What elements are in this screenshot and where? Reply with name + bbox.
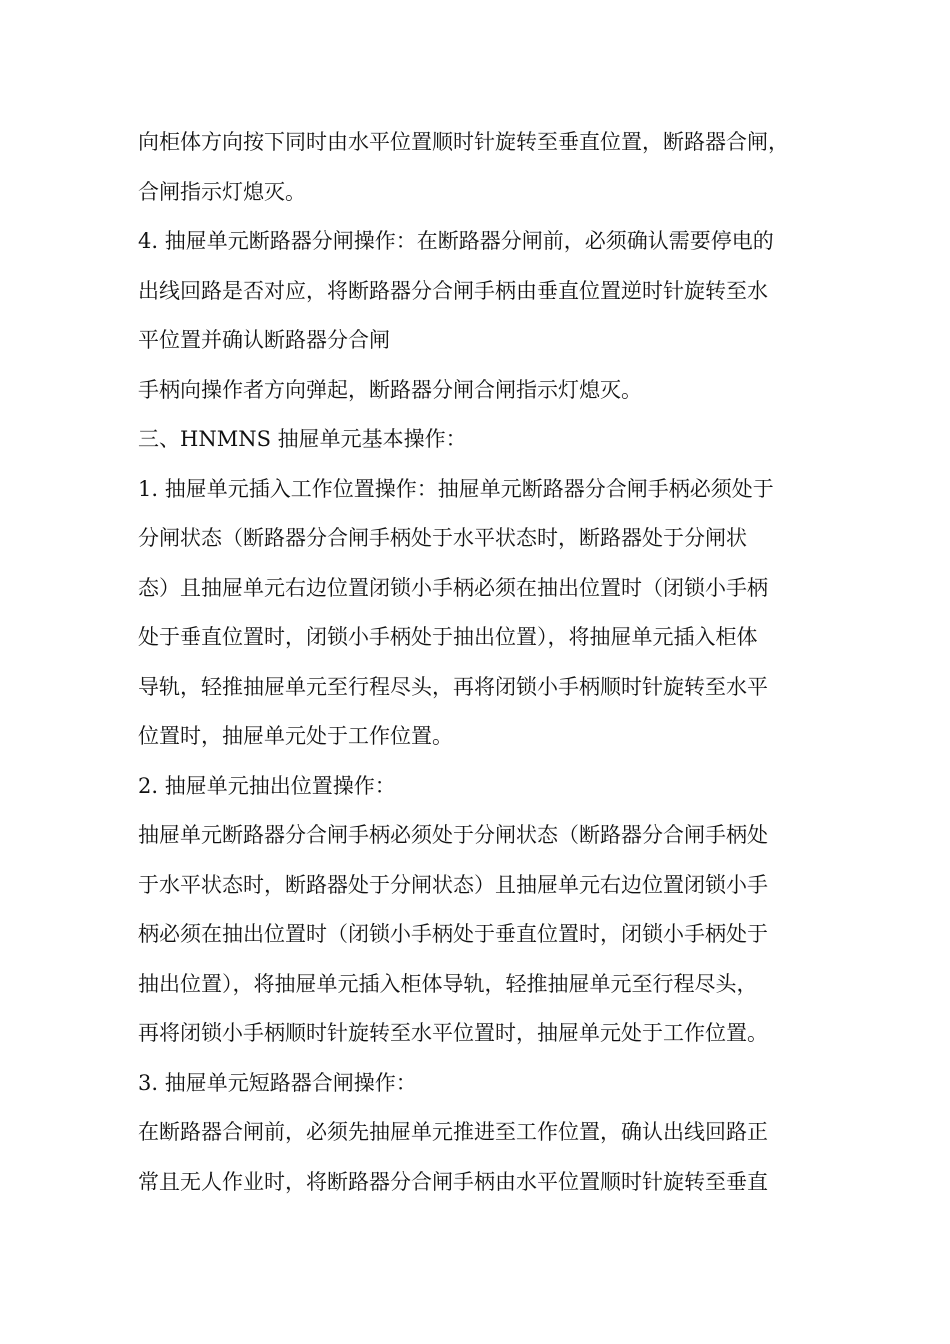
- text-line: 1. 抽屉单元插入工作位置操作：抽屉单元断路器分合闸手柄必须处于: [138, 476, 774, 501]
- text-line: 抽出位置），将抽屉单元插入柜体导轨，轻推抽屉单元至行程尽头，: [138, 971, 758, 996]
- text-line: 导轨，轻推抽屉单元至行程尽头，再将闭锁小手柄顺时针旋转至水平: [138, 674, 768, 699]
- document-body: [138, 118, 828, 1207]
- text-line: 手柄向操作者方向弹起，断路器分闸合闸指示灯熄灭。: [138, 377, 642, 402]
- text-line: 平位置并确认断路器分合闸: [138, 328, 390, 352]
- text-line: 再将闭锁小手柄顺时针旋转至水平位置时，抽屉单元处于工作位置。: [138, 1021, 768, 1045]
- text-line: 抽屉单元断路器分合闸手柄必须处于分闸状态（断路器分合闸手柄处: [138, 823, 768, 847]
- text-line: 2. 抽屉单元抽出位置操作：: [138, 773, 396, 798]
- text-line: 出线回路是否对应，将断路器分合闸手柄由垂直位置逆时针旋转至水: [138, 278, 768, 303]
- text-line: 分闸状态（断路器分合闸手柄处于水平状态时，断路器处于分闸状: [138, 526, 747, 550]
- text-line: 态）且抽屉单元右边位置闭锁小手柄必须在抽出位置时（闭锁小手柄: [138, 575, 768, 600]
- text-line: 于水平状态时，断路器处于分闸状态）且抽屉单元右边位置闭锁小手: [138, 872, 768, 897]
- section-heading: 三、HNMNS 抽屉单元基本操作：: [138, 427, 467, 451]
- text-line: 在断路器合闸前，必须先抽屉单元推进至工作位置，确认出线回路正: [138, 1120, 768, 1144]
- text-line: 3. 抽屉单元短路器合闸操作：: [138, 1070, 417, 1095]
- text-line: 常且无人作业时，将断路器分合闸手柄由水平位置顺时针旋转至垂直: [138, 1169, 768, 1194]
- text-line: 位置时，抽屉单元处于工作位置。: [138, 724, 453, 748]
- text-line: 4. 抽屉单元断路器分闸操作：在断路器分闸前，必须确认需要停电的: [138, 229, 774, 253]
- text-line: 向柜体方向按下同时由水平位置顺时针旋转至垂直位置，断路器合闸，: [138, 130, 789, 154]
- text-line: 合闸指示灯熄灭。: [138, 179, 306, 204]
- text-line: 柄必须在抽出位置时（闭锁小手柄处于垂直位置时，闭锁小手柄处于: [138, 922, 768, 946]
- text-line: 处于垂直位置时，闭锁小手柄处于抽出位置），将抽屉单元插入柜体: [138, 625, 758, 649]
